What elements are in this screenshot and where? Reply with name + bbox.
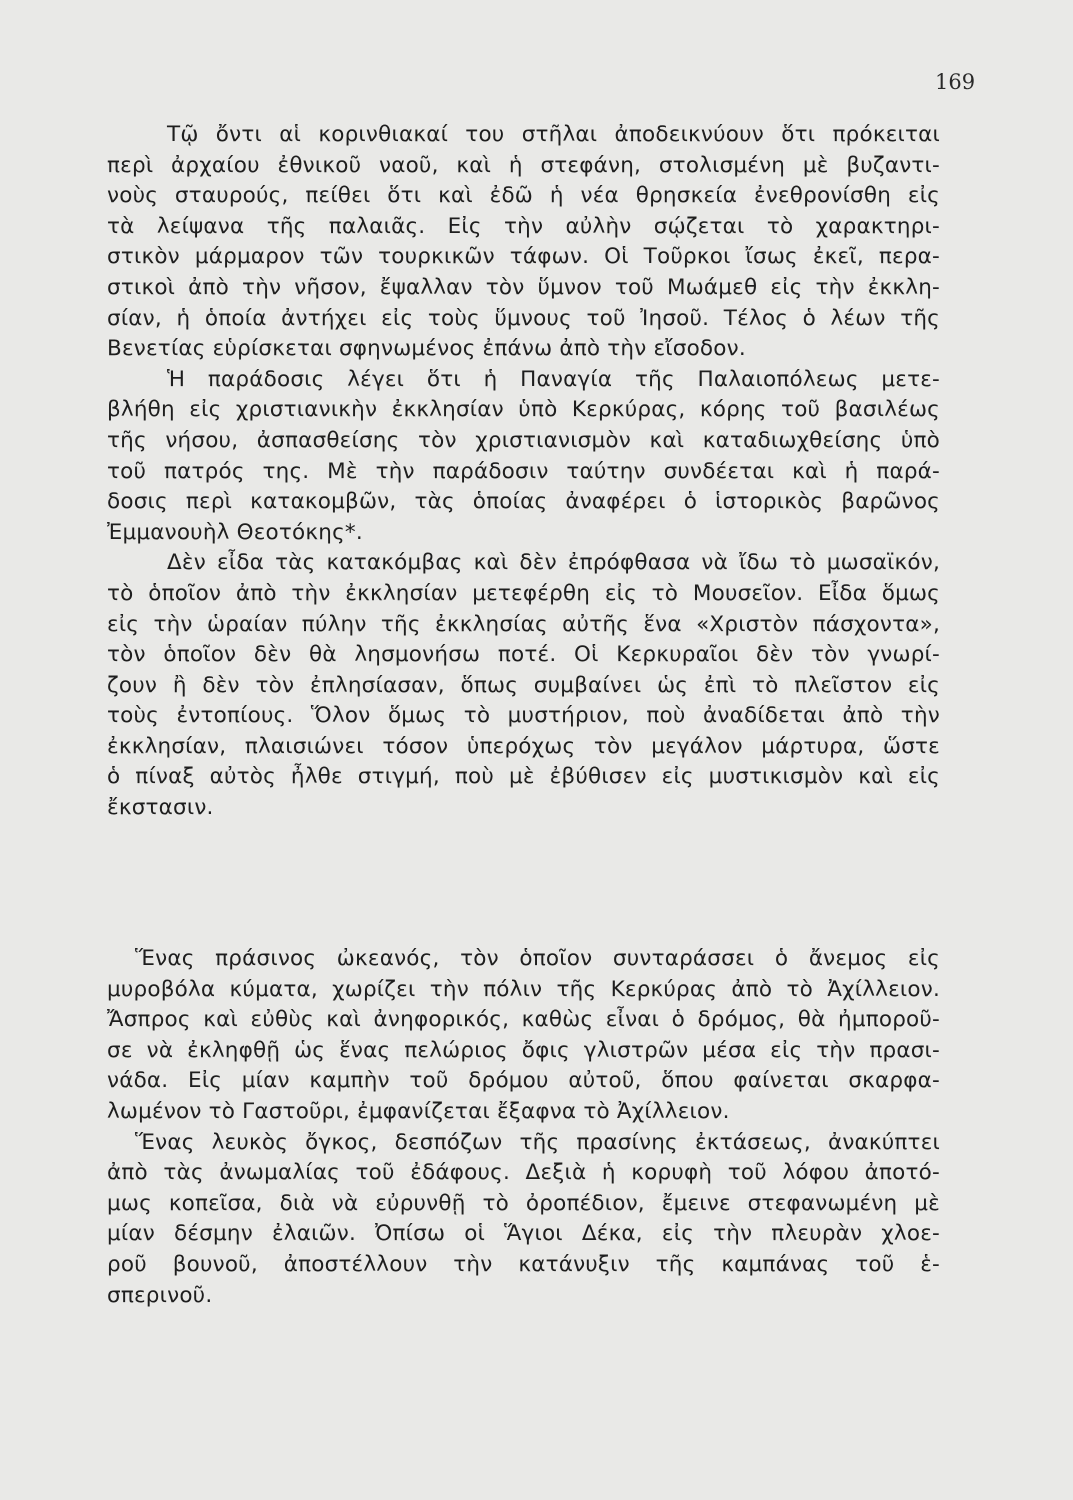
paragraph-line: Βενετίας εὑρίσκεται σφηνωμένος ἐπάνω ἀπὸ τὴν εἴσοδον. [107,336,746,362]
paragraph-line: Ἕνας λευκὸς ὄγκος, δεσπόζων τῆς πρασίνης ἐκτάσεως, ἀνακύπτει [135,1129,940,1155]
paragraph-line: σίαν, ἡ ὁποία ἀντήχει εἰς τοὺς ὕμνους τοῦ Ἰησοῦ. Τέλος ὁ λέων τῆς [107,305,940,331]
paragraph-line: βλήθη εἰς χριστιανικὴν ἐκκλησίαν ὑπὸ Κερκύρας, κόρης τοῦ βασιλέως [107,397,940,423]
paragraph-line: λωμένον τὸ Γαστοῦρι, ἐμφανίζεται ἔξαφνα τὸ Ἀχίλλειον. [107,1098,730,1124]
paragraph-line: εἰς τὴν ὡραίαν πύλην τῆς ἐκκλησίας αὐτῆς ἕνα «Χριστὸν πάσχοντα», [107,611,940,637]
paragraph-line: ἀπὸ τὰς ἀνωμαλίας τοῦ ἐδάφους. Δεξιὰ ἡ κορυφὴ τοῦ λόφου ἀποτό- [107,1160,940,1186]
paragraph-line: νάδα. Εἰς μίαν καμπὴν τοῦ δρόμου αὐτοῦ, ὅπου φαίνεται σκαρφα- [107,1068,940,1094]
paragraph-line: μως κοπεῖσα, διὰ νὰ εὐρυνθῇ τὸ ὀροπέδιον, ἔμεινε στεφανωμένη μὲ [107,1190,940,1216]
paragraph-line: μίαν δέσμην ἐλαιῶν. Ὀπίσω οἱ Ἅγιοι Δέκα, εἰς τὴν πλευρὰν χλοε- [107,1221,940,1247]
paragraph-line: ροῦ βουνοῦ, ἀποστέλλουν τὴν κατάνυξιν τῆς καμπάνας τοῦ ἑ- [107,1251,940,1277]
paragraph-line: ἔκστασιν. [107,795,214,821]
paragraph-line: σε νὰ ἐκληφθῇ ὡς ἕνας πελώριος ὄφις γλιστρῶν μέσα εἰς τὴν πρασι- [107,1037,940,1063]
paragraph-line: Ἄσπρος καὶ εὐθὺς καὶ ἀνηφορικός, καθὼς εἶναι ὁ δρόμος, θὰ ἠμποροῦ- [107,1007,940,1033]
paragraph-line: Ἕνας πράσινος ὠκεανός, τὸν ὁποῖον συνταράσσει ὁ ἄνεμος εἰς [135,946,940,971]
paragraph-line: δοσις περὶ κατακομβῶν, τὰς ὁποίας ἀναφέρει ὁ ἱστορικὸς βαρῶνος [107,489,940,515]
paragraph-line: ὁ πίναξ αὐτὸς ἦλθε στιγμή, ποὺ μὲ ἐβύθισεν εἰς μυστικισμὸν καὶ εἰς [107,764,940,790]
paragraph-line: τοῦ πατρός της. Μὲ τὴν παράδοσιν ταύτην συνδέεται καὶ ἡ παρά- [107,458,940,484]
paragraph-line: σπερινοῦ. [107,1282,213,1308]
paragraph-line: περὶ ἀρχαίου ἐθνικοῦ ναοῦ, καὶ ἡ στεφάνη, στολισμένη μὲ βυζαντι- [107,152,940,178]
paragraph-line: στικοὶ ἀπὸ τὴν νῆσον, ἔψαλλαν τὸν ὕμνον τοῦ Μωάμεθ εἰς τὴν ἐκκλη- [107,274,940,300]
paragraph-line: ἐκκλησίαν, πλαισιώνει τόσον ὑπερόχως τὸν μεγάλον μάρτυρα, ὥστε [107,733,940,759]
page-number: 169 [935,70,976,94]
paragraph-line: Ἐμμανουὴλ Θεοτόκης*. [107,519,363,545]
paragraph-line: νοὺς σταυρούς, πείθει ὅτι καὶ ἐδῶ ἡ νέα θρησκεία ἐνεθρονίσθη εἰς [107,183,940,209]
paragraph-line: τοὺς ἐντοπίους. Ὅλον ὅμως τὸ μυστήριον, ποὺ ἀναδίδεται ἀπὸ τὴν [107,703,940,729]
paragraph-line: στικὸν μάρμαρον τῶν τουρκικῶν τάφων. Οἱ Τοῦρκοι ἴσως ἐκεῖ, περα- [107,244,940,270]
paragraph-line: τὰ λείψανα τῆς παλαιᾶς. Εἰς τὴν αὐλὴν σῴζεται τὸ χαρακτηρι- [107,213,940,239]
paragraph-line: τὸ ὁποῖον ἀπὸ τὴν ἐκκλησίαν μετεφέρθη εἰς τὸ Μουσεῖον. Εἶδα ὅμως [107,580,940,606]
paragraph-line: Ἡ παράδοσις λέγει ὅτι ἡ Παναγία τῆς Παλαιοπόλεως μετε- [167,366,940,392]
body-text-section-2 [107,944,940,1311]
paragraph-line: ζουν ἢ δὲν τὸν ἐπλησίασαν, ὅπως συμβαίνει ὡς ἐπὶ τὸ πλεῖστον εἰς [107,672,940,698]
paragraph-line: Τῷ ὄντι αἱ κορινθιακαί του στῆλαι ἀποδεικνύουν ὅτι πρόκειται [167,122,940,147]
paragraph-line: τὸν ὁποῖον δὲν θὰ λησμονήσω ποτέ. Οἱ Κερκυραῖοι δὲν τὸν γνωρί- [107,642,940,668]
paragraph-line: Δὲν εἶδα τὰς κατακόμβας καὶ δὲν ἐπρόφθασα νὰ ἴδω τὸ μωσαϊκόν, [167,550,940,576]
paragraph-line: μυροβόλα κύματα, χωρίζει τὴν πόλιν τῆς Κερκύρας ἀπὸ τὸ Ἀχίλλειον. [107,976,940,1002]
paragraph-line: τῆς νήσου, ἀσπασθείσης τὸν χριστιανισμὸν καὶ καταδιωχθείσης ὑπὸ [107,427,940,453]
body-text-section-1 [107,120,940,824]
